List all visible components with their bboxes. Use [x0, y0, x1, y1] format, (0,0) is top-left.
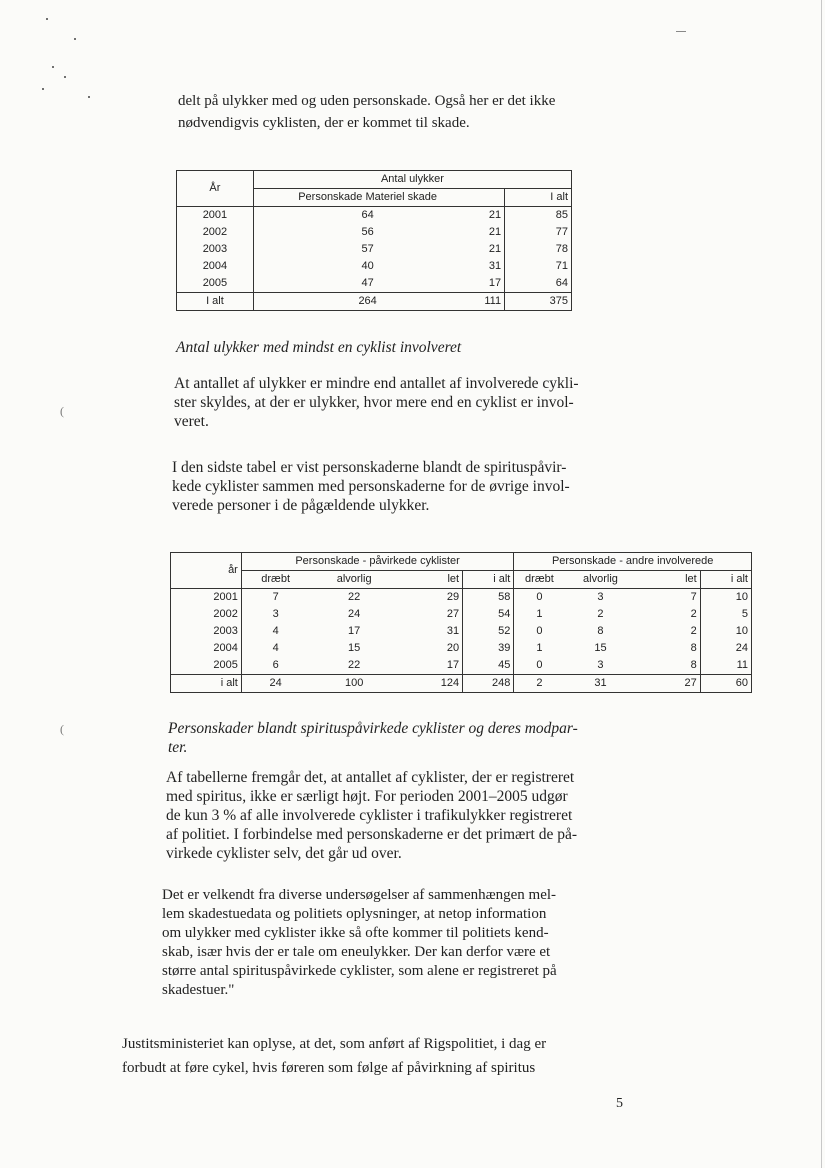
injuries-table [170, 552, 752, 693]
text-line: kede cyklister sammen med personskaderne for de øvrige invol- [172, 478, 570, 495]
paragraph-1 [174, 374, 624, 431]
table-row: 2003 57 21 78 [177, 241, 572, 258]
text-line: af politiet. I forbindelse med personskaderne er det primært de på- [166, 826, 578, 843]
table-row: 2005 47 17 64 [177, 275, 572, 293]
table-row: 2001 7 22 29 58 0 3 7 10 [171, 589, 752, 607]
column-header-group: Antal ulykker [253, 171, 571, 189]
scan-speck [64, 76, 66, 78]
text-line: I den sidste tabel er vist personskaderne blandt de spirituspåvir- [172, 459, 567, 476]
margin-bracket-left: ( [60, 404, 64, 418]
column-header-total: I alt [505, 189, 572, 207]
text-line: nødvendigvis cyklisten, der er kommet til skade. [178, 115, 470, 131]
text-line: Af tabellerne fremgår det, at antallet af cyklister, der er registreret [166, 769, 575, 786]
text-line: lem skadestuedata og politiets oplysninger, at netop information [162, 906, 547, 922]
scan-speck [42, 88, 44, 90]
text-line: ter. [168, 739, 188, 756]
column-header-year: år [171, 553, 242, 589]
table-row: 2002 3 24 27 54 1 2 2 5 [171, 606, 752, 623]
column-header: alvorlig [309, 571, 398, 589]
table-row: 2004 4 15 20 39 1 15 8 24 [171, 640, 752, 657]
table1-caption: Antal ulykker med mindst en cyklist involveret [176, 339, 462, 356]
text-line: Personskader blandt spirituspåvirkede cyklister og deres modpar- [168, 720, 578, 737]
column-header: dræbt [241, 571, 309, 589]
scan-speck [46, 18, 48, 20]
text-line: Det er velkendt fra diverse undersøgelser af sammenhængen mel- [162, 887, 557, 903]
table-row: 2001 64 21 85 [177, 207, 572, 225]
text-line: At antallet af ulykker er mindre end antallet af involverede cykli- [174, 375, 579, 392]
table-row: 2005 6 22 17 45 0 3 8 11 [171, 657, 752, 675]
accidents-table [176, 170, 572, 311]
paragraph-3 [166, 768, 626, 863]
text-line: veret. [174, 413, 209, 430]
table-row-total: I alt 264 111 375 [177, 293, 572, 311]
text-line: skadestuer." [162, 982, 235, 998]
text-line: de kun 3 % af alle involverede cyklister i trafikulykker registreret [166, 807, 573, 824]
scan-edge-line [821, 0, 822, 1168]
table-row-total: i alt 24 100 124 248 2 31 27 60 [171, 675, 752, 693]
column-header: i alt [463, 571, 514, 589]
table-row: 2004 40 31 71 [177, 258, 572, 275]
text-line: forbudt at føre cykel, hvis føreren som følge af påvirkning af spiritus [122, 1060, 536, 1076]
text-line: verede personer i de pågældende ulykker. [172, 497, 430, 514]
text-line: med spiritus, ikke er særligt højt. For perioden 2001–2005 udgør [166, 788, 568, 805]
text-line: skab, især hvis der er tale om eneulykker. Der kan derfor være et [162, 944, 551, 960]
intro-paragraph [178, 90, 618, 134]
text-line: virkede cyklister selv, det går ud over. [166, 845, 402, 862]
table-row: 2002 56 21 77 [177, 224, 572, 241]
paragraph-4 [162, 886, 622, 1000]
column-header: alvorlig [565, 571, 637, 589]
paragraph-5 [122, 1032, 622, 1080]
column-header-group: Personskade - andre involverede [514, 553, 752, 571]
paragraph-2 [172, 458, 622, 515]
text-line: større antal spirituspåvirkede cyklister, som alene er registreret på [162, 963, 557, 979]
page-number: 5 [616, 1096, 623, 1111]
column-header: dræbt [514, 571, 565, 589]
margin-bracket-left: ( [60, 722, 64, 736]
table-row: 2003 4 17 31 52 0 8 2 10 [171, 623, 752, 640]
scan-speck [74, 38, 76, 40]
scan-mark [676, 31, 686, 32]
column-header-group: Personskade - påvirkede cyklister [241, 553, 513, 571]
table2-caption [168, 719, 628, 757]
scan-speck [88, 96, 90, 98]
text-line: Justitsministeriet kan oplyse, at det, som anført af Rigspolitiet, i dag er [122, 1036, 547, 1052]
text-line: ster skyldes, at der er ulykker, hvor mere end en cyklist er invol- [174, 394, 574, 411]
text-line: delt på ulykker med og uden personskade. Også her er det ikke [178, 93, 556, 109]
column-header: Personskade Materiel skade [298, 191, 438, 203]
scan-speck [52, 66, 54, 68]
column-header: i alt [700, 571, 751, 589]
column-header-year: År [177, 171, 254, 207]
column-header: let [636, 571, 700, 589]
column-header: let [399, 571, 463, 589]
text-line: om ulykker med cyklister ikke så ofte kommer til politiets kend- [162, 925, 549, 941]
